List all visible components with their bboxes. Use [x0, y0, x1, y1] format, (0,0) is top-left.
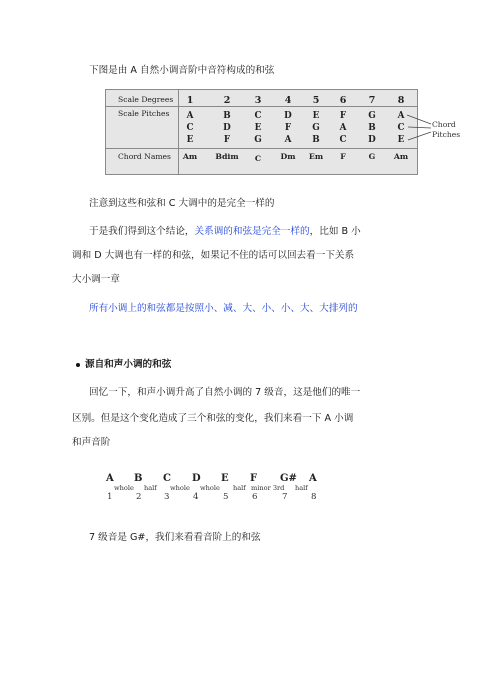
row-label-degrees: Scale Degrees: [118, 95, 174, 104]
pitch-stack-8: [386, 110, 416, 146]
text-span: ，比如 B 小: [309, 226, 361, 237]
minor-chord-pattern-text: 所有小调上的和弦都是按照小、减、大、小、小、大、大排列的: [89, 303, 358, 314]
scale-note: F: [250, 473, 258, 484]
scale-degree-number: 4: [193, 492, 199, 502]
intro-text: 下图是由 A 自然小调音阶中音符构成的和弦: [89, 65, 275, 76]
degree-1: 1: [186, 95, 194, 106]
chord-table: [105, 89, 418, 175]
pitch: C: [254, 111, 262, 121]
scale-degree-number: 3: [164, 492, 170, 502]
paragraph-conclusion-line3: 大小调一章: [72, 274, 120, 285]
harmonic-minor-scale-diagram: [100, 470, 340, 528]
pitch-stack-3: [243, 110, 273, 146]
pitch: E: [397, 135, 405, 145]
bullet-icon: [76, 363, 80, 367]
scale-note: G#: [280, 473, 297, 484]
degree-2: 2: [223, 95, 231, 106]
pitch: C: [397, 123, 405, 133]
paragraph-conclusion-line1: [89, 225, 361, 239]
pitch: F: [223, 135, 231, 145]
scale-note: E: [221, 473, 229, 484]
scale-step: whole: [114, 484, 134, 492]
scale-degree-number: 6: [252, 492, 258, 502]
scale-note: B: [134, 473, 143, 484]
pitch: F: [284, 123, 292, 133]
scale-degree-number: 5: [223, 492, 229, 502]
chord-name-3: C: [254, 154, 262, 163]
scale-note: C: [163, 473, 171, 484]
annotation-line: Chord: [432, 120, 456, 129]
chord-name-2: Bdim: [215, 152, 239, 161]
pitch: G: [312, 123, 320, 133]
pitch-stack-7: [357, 110, 387, 146]
paragraph-harmonic-line1: 回忆一下，和声小调升高了自然小调的 7 级音，这是他们的唯一: [89, 387, 361, 398]
degree-6: 6: [339, 95, 347, 106]
annotation-line: Pitches: [432, 130, 461, 139]
degree-8: 8: [397, 95, 405, 106]
row-label-names: Chord Names: [118, 152, 171, 161]
pitch: C: [339, 135, 347, 145]
pitch: D: [284, 111, 292, 121]
pitch: A: [284, 135, 292, 145]
paragraph-harmonic-line3: 和声音阶: [72, 437, 111, 448]
pitch-stack-1: [175, 110, 205, 146]
chord-name-7: G: [368, 152, 376, 161]
highlight-text: 关系调的和弦是完全一样的: [194, 226, 310, 237]
pitch-stack-6: [328, 110, 358, 146]
pitch: A: [339, 123, 347, 133]
note-g-sharp: 7 级音是 G#，我们来看看音阶上的和弦: [89, 532, 261, 543]
pitch: B: [312, 135, 320, 145]
scale-step: minor 3rd: [251, 484, 285, 492]
pitch: G: [254, 135, 262, 145]
pitch: C: [186, 123, 194, 133]
pitch: G: [368, 111, 376, 121]
chord-name-5: Em: [308, 152, 324, 161]
pitch: A: [397, 111, 405, 121]
pitch: E: [186, 135, 194, 145]
pitch: E: [312, 111, 320, 121]
scale-step: half: [233, 484, 246, 492]
chord-name-1: Am: [182, 152, 198, 161]
scale-degree-number: 2: [136, 492, 142, 502]
paragraph-harmonic-line2: 区别。但是这个变化造成了三个和弦的变化，我们来看一下 A 小调: [72, 413, 354, 424]
scale-step: whole: [200, 484, 220, 492]
pitch: B: [368, 123, 376, 133]
section-heading: 源自和声小调的和弦: [85, 359, 172, 370]
chord-name-4: Dm: [280, 152, 296, 161]
degree-4: 4: [284, 95, 292, 106]
degree-3: 3: [254, 95, 262, 106]
pitch: E: [254, 123, 262, 133]
cropped-faded-text-row: [94, 514, 334, 522]
row-label-pitches: Scale Pitches: [118, 109, 170, 118]
scale-step: half: [144, 484, 157, 492]
note-relative-keys: 注意到这些和弦和 C 大调中的是完全一样的: [89, 198, 275, 209]
paragraph-conclusion-line2: 调和 D 大调也有一样的和弦，如果记不住的话可以回去看一下关系: [72, 250, 355, 261]
pitch: A: [186, 111, 194, 121]
scale-note: A: [309, 473, 317, 484]
scale-degree-number: 7: [282, 492, 288, 502]
chord-name-8: Am: [393, 152, 409, 161]
scale-note: D: [192, 473, 201, 484]
scale-step: half: [295, 484, 308, 492]
pitch-stack-2: [212, 110, 242, 146]
pitch-stack-5: [301, 110, 331, 146]
scale-note: A: [106, 473, 114, 484]
pitch-stack-4: [273, 110, 303, 146]
pitch: D: [223, 123, 231, 133]
scale-degree-number: 8: [311, 492, 317, 502]
degree-7: 7: [368, 95, 376, 106]
text-span: 于是我们得到这个结论，: [89, 226, 195, 237]
pitch: F: [339, 111, 347, 121]
pitch: B: [223, 111, 231, 121]
scale-degree-number: 1: [107, 492, 113, 502]
pitch: D: [368, 135, 376, 145]
degree-5: 5: [312, 95, 320, 106]
scale-step: whole: [170, 484, 190, 492]
chord-name-6: F: [340, 152, 346, 161]
chord-pitches-annotation: [432, 120, 460, 140]
